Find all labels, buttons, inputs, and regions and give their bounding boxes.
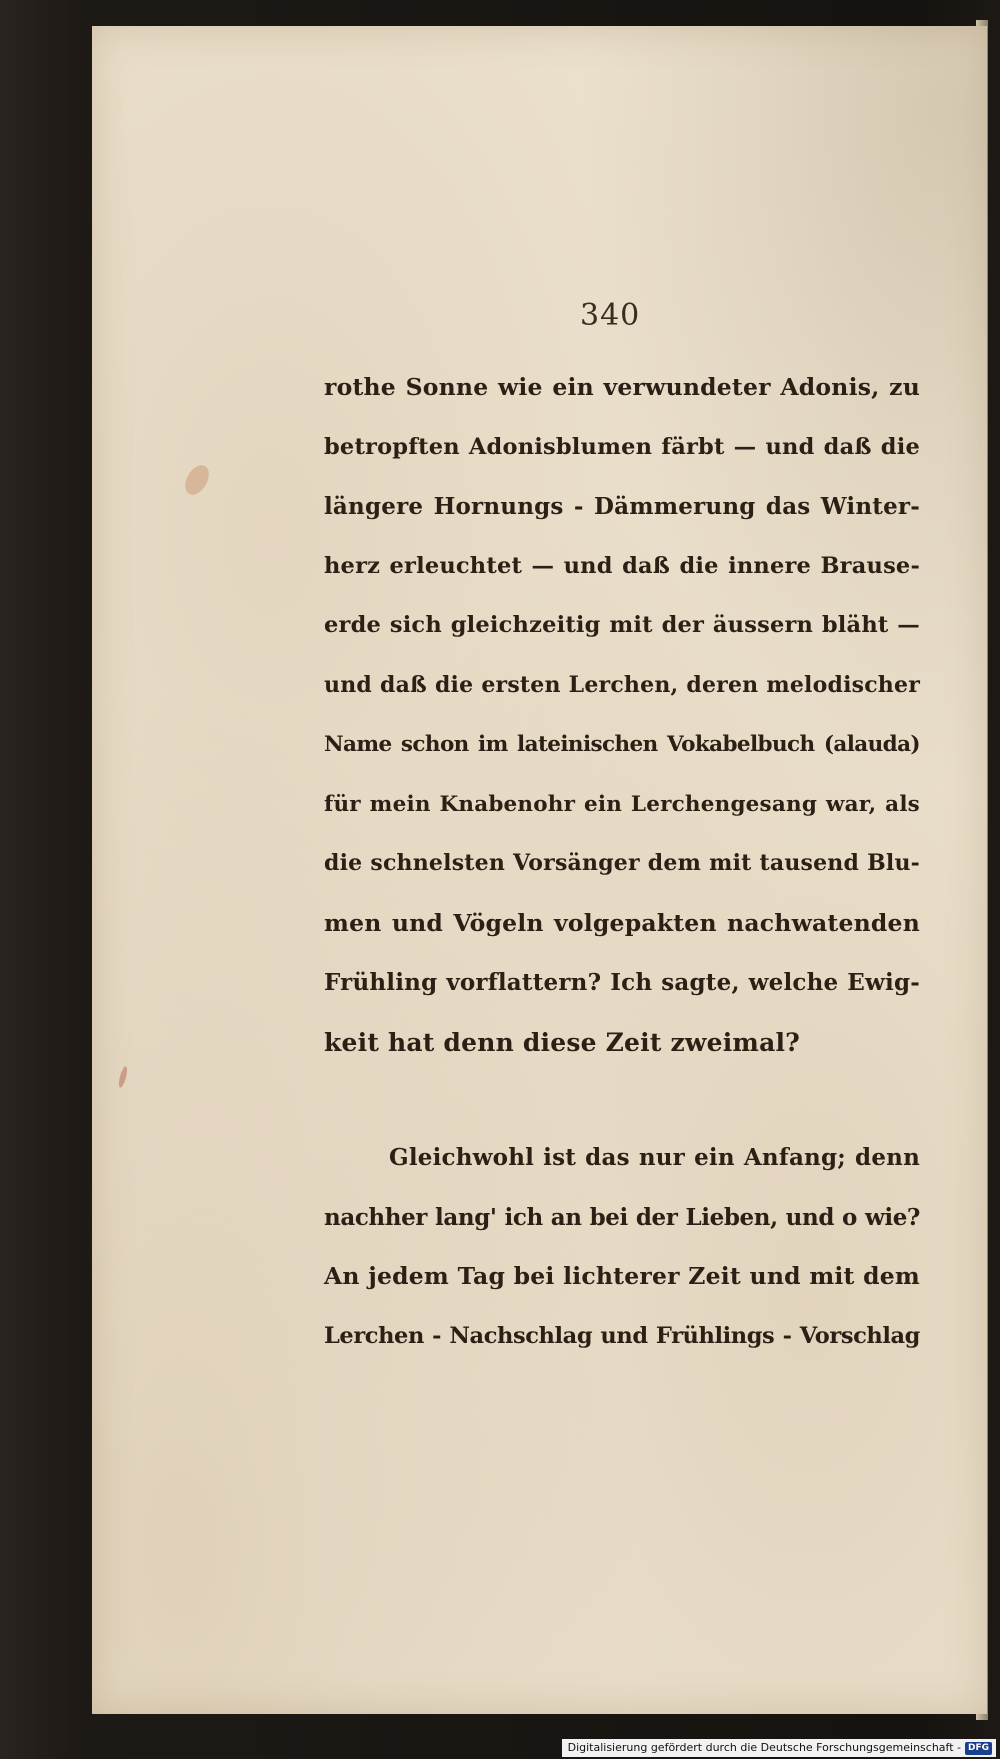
text-line: herz erleuchtet — und daß die innere Brause- <box>324 552 920 579</box>
text-line: betropften Adonisblumen färbt — und daß die <box>324 433 920 460</box>
credit-text: Digitalisierung gefördert durch die Deutsche Forschungsgemeinschaft - <box>567 1741 961 1754</box>
text-line: An jedem Tag bei lichterer Zeit und mit dem <box>324 1262 920 1290</box>
text-line: für mein Knabenohr ein Lerchengesang war, als <box>324 791 920 817</box>
text-line: rothe Sonne wie ein verwundeter Adonis, zu <box>324 373 920 401</box>
text-line: und daß die ersten Lerchen, deren melodischer <box>324 671 920 698</box>
text-line: Name schon im lateinischen Vokabelbuch (alauda) <box>324 732 920 757</box>
dfg-logo: DFG <box>965 1742 992 1755</box>
text-line: nachher lang' ich an bei der Lieben, und o wie? <box>324 1203 920 1231</box>
body-text <box>324 358 920 1366</box>
paper-stain <box>180 461 213 499</box>
paragraph-gap <box>324 1072 920 1128</box>
text-line: Frühling vorflattern? Ich sagte, welche Ewig- <box>324 969 920 996</box>
page-number: 340 <box>580 298 641 333</box>
text-line: die schnelsten Vorsänger dem mit tausend Blu- <box>324 850 920 876</box>
text-line: keit hat denn diese Zeit zweimal? <box>324 1027 801 1057</box>
text-line: längere Hornungs - Dämmerung das Winter- <box>324 493 920 520</box>
digitization-credit <box>562 1739 996 1757</box>
text-line: Lerchen - Nachschlag und Frühlings - Vorschlag <box>324 1322 920 1349</box>
paragraph-1 <box>324 358 920 1072</box>
paragraph-2 <box>324 1128 920 1366</box>
text-line: Gleichwohl ist das nur ein Anfang; denn <box>389 1144 920 1171</box>
paper-stain <box>117 1066 128 1089</box>
text-line: men und Vögeln volgepakten nachwatenden <box>324 908 920 937</box>
text-line: erde sich gleichzeitig mit der äussern bläht — <box>324 612 920 638</box>
